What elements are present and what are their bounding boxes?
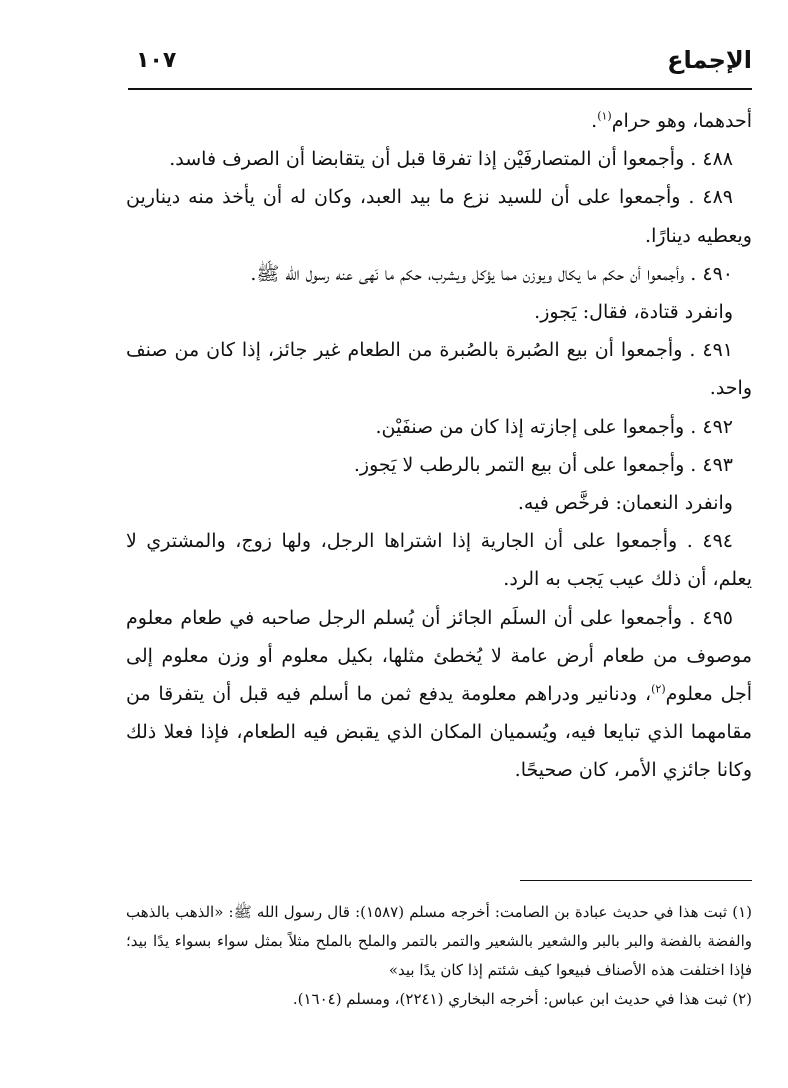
paragraph-text: وانفرد النعمان: فرخَّص فيه. — [517, 492, 733, 515]
item-number: ٤٩٠ — [702, 262, 733, 285]
footnote-1 — [126, 898, 752, 985]
footnote-ref: (٢) — [651, 682, 666, 696]
paragraph-text: وأجمعوا أن حكم ما يكال ويوزن مما يؤكل ويشرب، حكم ما نَهى عنه رسول الله ﷺ. — [250, 262, 685, 285]
paragraph-text: وأجمعوا أن بيع الصُبرة بالصُبرة من الطعام غير جائز، إذا كان من صنف واحد. — [126, 339, 752, 400]
footnote-text: ثبت هذا في حديث عبادة بن الصامت: أخرجه مسلم (١٥٨٧): قال رسول الله ﷺ: «الذهب بالذهب والفضة بالفضة والبر بالبر والشعير بالشعير والتمر بالتمر والملح بالملح مثلاً بمثل سواء بسواء يدًا بيد؛ فإذا اختلفت هذه الأصناف فبيعوا كيف شئتم إذا كان يدًا بيد» — [126, 903, 752, 979]
running-title: الإجماع — [667, 46, 752, 74]
paragraph-text: وأجمعوا على أن للسيد نزع ما بيد العبد، وكان له أن يأخذ منه دينارين ويعطيه دينارًا. — [126, 186, 752, 247]
item-number: ٤٩٢ — [702, 415, 733, 438]
paragraph-intro — [126, 102, 752, 140]
paragraph-494: ٤٩٤ . وأجمعوا على أن الجارية إذا اشتراها الرجل، ولها زوج، والمشتري لا يعلم، أن ذلك عيب يَجب به الرد. — [126, 522, 752, 598]
item-number: ٤٩٥ — [702, 606, 733, 629]
paragraph-489: ٤٨٩ . وأجمعوا على أن للسيد نزع ما بيد العبد، وكان له أن يأخذ منه دينارين ويعطيه دينارًا. — [126, 178, 752, 254]
item-number: ٤٩١ — [702, 339, 733, 362]
main-text — [126, 102, 752, 790]
paragraph-493: ٤٩٣ . وأجمعوا على أن بيع التمر بالرطب لا يَجوز. — [126, 446, 752, 484]
paragraph-text: وأجمعوا على إجازته إذا كان من صنفَيْن. — [375, 415, 685, 438]
item-number: ٤٨٩ — [702, 186, 733, 209]
paragraph-488: ٤٨٨ . وأجمعوا أن المتصارفَيْن إذا تفرقا قبل أن يتقابضا أن الصرف فاسد. — [126, 140, 752, 178]
footnote-2 — [126, 985, 752, 1014]
paragraph-text: أحدهما، وهو حرام — [611, 110, 752, 132]
footnote-marker: (٢) — [732, 990, 752, 1008]
footnote-text: ثبت هذا في حديث ابن عباس: أخرجه البخاري (٢٢٤١)، ومسلم (١٦٠٤). — [292, 990, 728, 1008]
running-header — [128, 40, 752, 90]
page-number: ١٠٧ — [136, 48, 177, 73]
paragraph-490: ٤٩٠ . وأجمعوا أن حكم ما يكال ويوزن مما يؤكل ويشرب، حكم ما نَهى عنه رسول الله ﷺ. — [126, 255, 752, 293]
item-number: ٤٩٣ — [702, 453, 733, 476]
item-number: ٤٨٨ — [702, 148, 733, 171]
header-rule — [128, 88, 752, 90]
footnotes — [126, 898, 752, 1014]
paragraph-qatada — [126, 293, 752, 331]
paragraph-text: وانفرد قتادة، فقال: يَجوز. — [534, 301, 733, 324]
footnote-ref: (١) — [597, 109, 612, 123]
paragraph-492: ٤٩٢ . وأجمعوا على إجازته إذا كان من صنفَيْن. — [126, 408, 752, 446]
paragraph-text: وأجمعوا على أن السلَم الجائز أن يُسلم الرجل صاحبه في طعام معلوم موصوف من طعام أرض عامة لا يُخطئ مثلها، بكيل معلوم أو وزن معلوم إلى أجل معلوم — [126, 606, 752, 706]
paragraph-491: ٤٩١ . وأجمعوا أن بيع الصُبرة بالصُبرة من الطعام غير جائز، إذا كان من صنف واحد. — [126, 331, 752, 407]
paragraph-text: وأجمعوا على أن الجارية إذا اشتراها الرجل، ولها زوج، والمشتري لا يعلم، أن ذلك عيب يَجب به الرد. — [126, 530, 752, 591]
paragraph-text: وأجمعوا على أن بيع التمر بالرطب لا يَجوز. — [353, 453, 685, 476]
paragraph-text: وأجمعوا أن المتصارفَيْن إذا تفرقا قبل أن يتقابضا أن الصرف فاسد. — [169, 148, 685, 171]
paragraph-text-tail: . — [591, 110, 598, 132]
paragraph-495: ٤٩٥ . وأجمعوا على أن السلَم الجائز أن يُسلم الرجل صاحبه في طعام معلوم موصوف من طعام أرض عامة لا يُخطئ مثلها، بكيل معلوم أو وزن معلوم إلى أجل معلوم$^{(٢)}$، ودنانير ودراهم معلومة يدفع ثمن ما أسلم فيه قبل أن يتفرقا من مقامهما الذي تبايعا فيه، ويُسميان المكان الذي يقبض فيه الطعام، فإذا فعلا ذلك وكانا جائزي الأمر، كان صحيحًا. — [126, 599, 752, 790]
footnote-separator — [520, 880, 752, 881]
paragraph-numan — [126, 484, 752, 522]
item-number: ٤٩٤ — [702, 530, 733, 553]
footnote-marker: (١) — [732, 903, 752, 921]
paragraph-text-tail: ، ودنانير ودراهم معلومة يدفع ثمن ما أسلم فيه قبل أن يتفرقا من مقامهما الذي تبايعا فيه، ويُسميان المكان الذي يقبض فيه الطعام، فإذا فعلا ذلك وكانا جائزي الأمر، كان صحيحًا. — [126, 683, 752, 782]
